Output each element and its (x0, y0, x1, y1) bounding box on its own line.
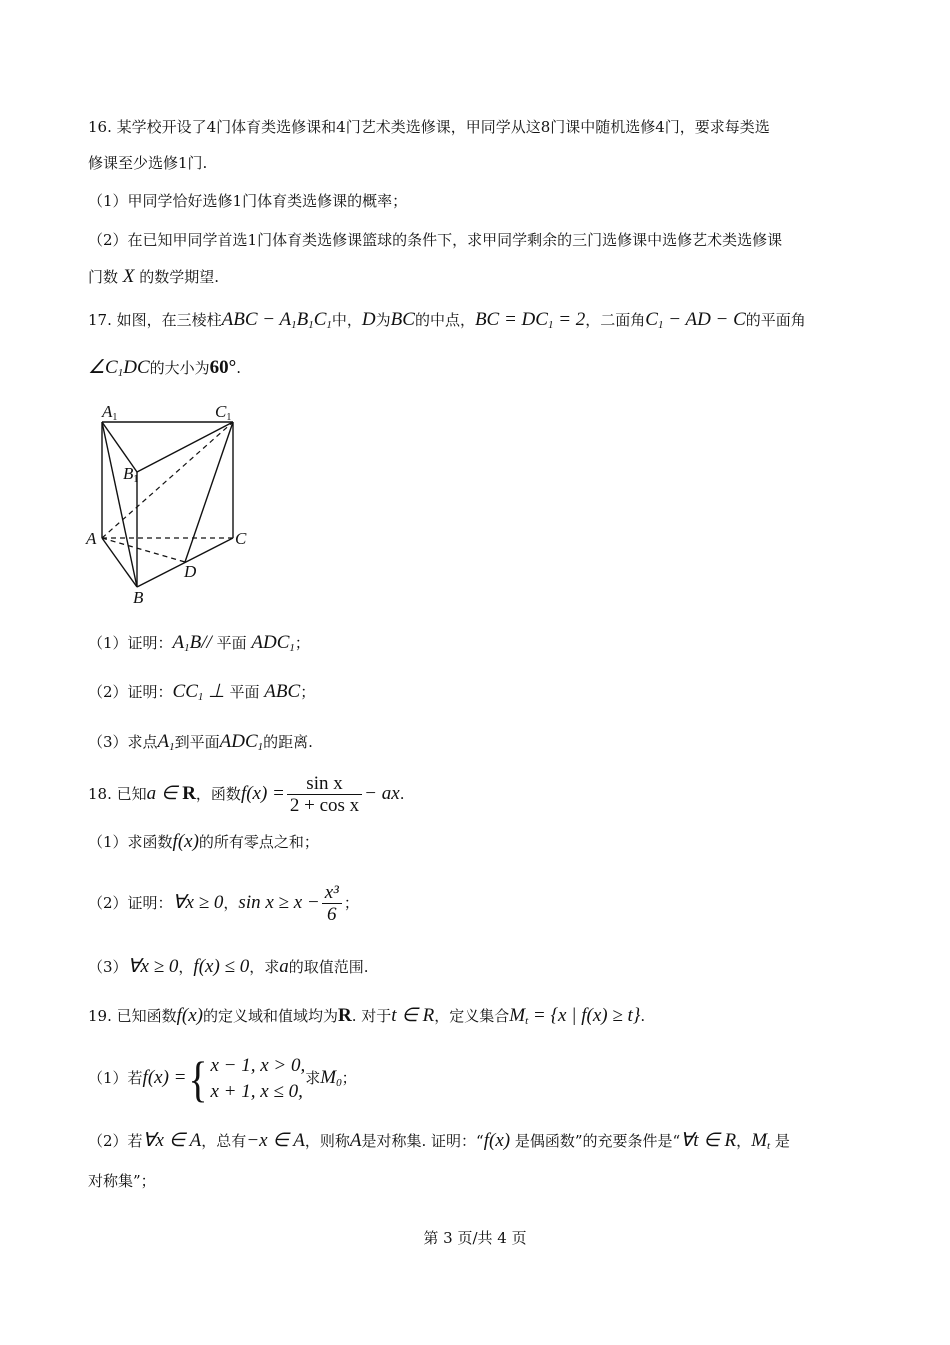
forall-x: ∀x ≥ 0 (172, 892, 224, 913)
text: ，总有 (201, 1132, 247, 1150)
text: （2）若 (88, 1132, 143, 1150)
q17-line1 (88, 309, 806, 336)
edge-ad-hidden (102, 538, 185, 562)
text: （3） (88, 958, 128, 976)
text: 的定义域和值域均为 (203, 1007, 339, 1025)
fraction (287, 774, 362, 817)
text: ， (178, 958, 194, 976)
text: ，求 (249, 958, 280, 976)
neg-x-in-a: −x ∈ A (246, 1130, 305, 1151)
prism-figure (80, 395, 260, 610)
q16-text-cont: 修课至少选修1门. (88, 154, 208, 172)
set-r: R (338, 1005, 352, 1026)
q17-line2 (88, 357, 241, 384)
text: ； (343, 894, 359, 912)
text: . (640, 1007, 646, 1025)
text: 的所有零点之和； (198, 833, 319, 851)
q17-sub3 (88, 731, 313, 758)
q17-sub2 (88, 681, 315, 708)
text: 的平面角 (745, 311, 806, 329)
dihedral-expr: $C_1$ − AD − C (645, 309, 746, 331)
label-b1: B1 (123, 464, 139, 485)
q16-line2 (88, 152, 207, 174)
q19-sub2-cont (88, 1170, 156, 1192)
fx: f(x) (483, 1130, 511, 1151)
minus-ax: − ax (364, 783, 400, 804)
text: 平面 (229, 683, 260, 701)
q16-sub2 (88, 229, 782, 251)
text: （1）求函数 (88, 833, 173, 851)
text: ，则称 (304, 1132, 350, 1150)
q16-sub1-text: （1）甲同学恰好选修1门体育类选修课的概率； (88, 192, 408, 210)
text: ； (294, 634, 310, 652)
length-eq: BC = $DC_1 = 2$ (474, 309, 586, 331)
label-a1: A1 (102, 402, 118, 423)
set-a: A (349, 1130, 362, 1151)
plane-adc1: $ADC_1$ (219, 731, 264, 753)
q17-num: 17. 如图，在三棱柱 (88, 311, 222, 329)
fx-def: f(x) = (142, 1067, 187, 1088)
plane-adc1: $ADC_1$ (251, 632, 295, 654)
denominator: 6 (327, 903, 337, 925)
var-a: a (279, 956, 289, 977)
piecewise-cases (210, 1053, 305, 1105)
case-2: x + 1, x ≤ 0, (210, 1081, 303, 1102)
var-x: X (122, 266, 135, 287)
prism-expr: ABC − $A_1B_1C_1$ (221, 309, 332, 331)
page-footer: 第 3 页/共 4 页 (423, 1229, 527, 1247)
q16-sub2-pre: 门数 (88, 268, 119, 286)
case-1: x − 1, x > 0, (210, 1055, 306, 1076)
text: 对称集”； (88, 1172, 156, 1190)
text: （1）若 (88, 1069, 143, 1087)
plane-abc: ABC (264, 681, 301, 702)
text: （1）证明： (88, 634, 173, 652)
mt: $M_t$ (751, 1130, 771, 1152)
m0: $M_0$ (320, 1067, 342, 1089)
left-brace: { (188, 1051, 209, 1107)
text: （3）求点 (88, 733, 158, 751)
text: 求 (305, 1069, 321, 1087)
fraction-x3-6 (322, 883, 342, 926)
numerator: sin x (287, 774, 362, 795)
text: 的大小为 (149, 359, 210, 377)
q16-sub2-cont (88, 266, 219, 288)
angle-value: 60° (209, 357, 237, 378)
denominator: 2 + cos x (289, 794, 360, 816)
label-c1: C1 (215, 402, 232, 423)
text: ； (341, 1069, 357, 1087)
q18-line1 (88, 772, 404, 817)
sin-ineq: sin x ≥ x − (238, 892, 320, 913)
angle-expr: $\angle C_1DC$ (88, 357, 150, 379)
text: 是偶函数”的充要条件是“ (514, 1132, 681, 1150)
text: ，定义集合 (434, 1007, 510, 1025)
a1b-expr: $A_1B//$ (172, 632, 212, 654)
text: 的中点， (414, 311, 475, 329)
q19-num: 19. 已知函数 (88, 1007, 177, 1025)
text: 是 (774, 1132, 790, 1150)
q18-sub2 (88, 880, 359, 926)
segment-bc: BC (390, 309, 415, 330)
q16-line1 (88, 116, 770, 138)
label-b: B (133, 588, 144, 607)
text: ； (300, 683, 316, 701)
text: 的取值范围. (288, 958, 369, 976)
q18-sub3 (88, 956, 369, 978)
text: . (399, 785, 405, 803)
cond-a-in-r: a ∈ R (146, 783, 196, 804)
q17-sub1 (88, 632, 310, 659)
q19-line1 (88, 1005, 645, 1032)
text: 到平面 (174, 733, 220, 751)
q16-sub2-text: （2）在已知甲同学首选1门体育类选修课篮球的条件下，求甲同学剩余的三门选修课中选修艺术类选修课 (88, 231, 783, 249)
fx-expr: f(x) = (240, 783, 285, 804)
fx-le-0: f(x) ≤ 0 (193, 956, 250, 977)
text: （2）证明： (88, 683, 173, 701)
label-c: C (235, 529, 247, 548)
cc1-expr: $CC_1$ ⊥ (172, 681, 225, 703)
q18-sub1 (88, 831, 319, 853)
text: ，二面角 (585, 311, 646, 329)
t-in-r: t ∈ R (391, 1005, 435, 1026)
label-d: D (184, 562, 197, 581)
q16-sub2-post: 的数学期望. (139, 268, 219, 286)
q16-sub1 (88, 190, 407, 212)
point-a1: $A_1$ (157, 731, 175, 753)
text: 的距离. (263, 733, 313, 751)
set-mt: $M_t = \{x$ | f(x) ≥ t} (509, 1005, 641, 1027)
text: . (236, 359, 242, 377)
forall-x: ∀x ≥ 0 (127, 956, 179, 977)
numerator: x³ (322, 883, 342, 904)
text: 是对称集. 证明：“ (361, 1132, 484, 1150)
text: ， (736, 1132, 752, 1150)
forall-x-in-a: ∀x ∈ A (142, 1130, 202, 1151)
q19-sub1 (88, 1050, 357, 1111)
q18-num: 18. 已知 (88, 785, 147, 803)
text: 为 (375, 311, 391, 329)
text: （2）证明： (88, 894, 173, 912)
text: . 对于 (351, 1007, 392, 1025)
fx: f(x) (176, 1005, 203, 1026)
label-a: A (86, 529, 97, 548)
text: ， (223, 894, 239, 912)
text: ，函数 (195, 785, 241, 803)
q16-text: 16. 某学校开设了4门体育类选修课和4门艺术类选修课，甲同学从这8门课中随机选修4门，要求每类选 (88, 118, 770, 136)
point-d: D (361, 309, 376, 330)
forall-t: ∀t ∈ R (680, 1130, 737, 1151)
fx: f(x) (172, 831, 199, 852)
text: 平面 (216, 634, 247, 652)
text: 中， (331, 311, 362, 329)
q19-sub2 (88, 1130, 790, 1157)
